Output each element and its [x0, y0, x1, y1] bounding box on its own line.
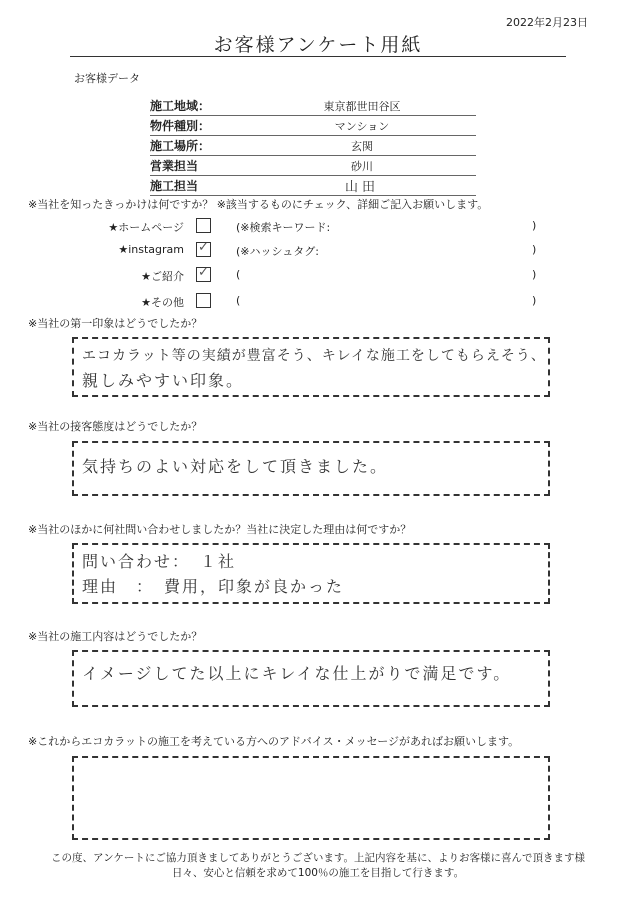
- info-key: 施工地域：: [150, 99, 211, 113]
- survey-date: 2022年2月23日: [506, 16, 588, 29]
- answer-text-line: エコカラット等の実績が豊富そう、キレイな施工をしてもらえそう、: [82, 348, 546, 364]
- answer-box-installation[interactable]: [72, 650, 550, 707]
- page-title: お客様アンケート用紙: [213, 34, 423, 56]
- question-installation: ※当社の施工内容はどうでしたか？: [28, 630, 203, 643]
- option-detail-close: ): [532, 243, 537, 256]
- option-detail: (: [236, 268, 241, 281]
- source-option-instagram: [0, 240, 636, 262]
- option-checkbox-checked[interactable]: [196, 267, 211, 282]
- info-key: 物件種別：: [150, 119, 211, 133]
- answer-text-line: 理由 ： 費用，印象が良かった: [82, 577, 345, 596]
- info-value-handwritten: 山田: [344, 180, 379, 195]
- info-row-installer: [150, 176, 476, 196]
- option-detail-close: ): [532, 294, 537, 307]
- answer-box-other-companies[interactable]: [72, 543, 550, 604]
- source-option-referral: [0, 265, 636, 287]
- check-mark-icon: ✓: [198, 240, 209, 255]
- source-option-homepage: [0, 216, 636, 238]
- question-advice: ※これからエコカラットの施工を考えている方へのアドバイス・メッセージがあればお願いします。: [28, 735, 520, 748]
- title-underline: [70, 56, 566, 57]
- option-label: ★ホームページ: [108, 221, 184, 234]
- option-detail: (※検索キーワード:: [236, 221, 331, 234]
- answer-text-line: 問い合わせ： １社: [82, 552, 237, 571]
- info-key: 営業担当: [150, 159, 199, 173]
- info-row-area: [150, 96, 476, 116]
- answer-box-advice[interactable]: [72, 756, 550, 840]
- info-key: 施工担当: [150, 179, 199, 193]
- check-mark-icon: ✓: [198, 265, 209, 280]
- option-detail-close: ): [532, 268, 537, 281]
- answer-text-line: 親しみやすい印象。: [82, 371, 245, 390]
- info-row-property-type: [150, 116, 476, 136]
- question-source: ※当社を知ったきっかけは何ですか？ ※該当するものにチェック、詳細ご記入お願いします。: [28, 198, 489, 211]
- option-label: ★instagram: [118, 243, 184, 256]
- option-checkbox[interactable]: [196, 218, 211, 233]
- info-value: 砂川: [351, 160, 373, 173]
- info-value: 東京都世田谷区: [323, 100, 401, 113]
- info-value: 玄関: [351, 140, 373, 153]
- info-value: マンション: [334, 120, 390, 133]
- footer-message-line1: この度、アンケートにご協力頂きましてありがとうございます。上記内容を基に、よりお客様に喜んで頂きます様: [50, 852, 586, 864]
- option-label: ★ご紹介: [141, 270, 184, 283]
- answer-box-customer-service[interactable]: [72, 441, 550, 496]
- option-detail: (: [236, 294, 241, 307]
- option-checkbox[interactable]: [196, 293, 211, 308]
- option-checkbox-checked[interactable]: [196, 242, 211, 257]
- source-option-other: [0, 291, 636, 313]
- answer-text-line: イメージしてた以上にキレイな仕上がりで満足です。: [82, 664, 512, 683]
- question-first-impression: ※当社の第一印象はどうでしたか？: [28, 317, 203, 330]
- question-customer-service: ※当社の接客態度はどうでしたか？: [28, 420, 203, 433]
- footer-message-line2: 日々、安心と信頼を求めて100％の施工を目指して行きます。: [171, 867, 465, 879]
- option-label: ★その他: [141, 296, 184, 309]
- customer-data-label: お客様データ: [74, 72, 140, 85]
- option-detail-close: ): [532, 219, 537, 232]
- info-row-sales-rep: [150, 156, 476, 176]
- customer-data-table: [150, 96, 476, 196]
- info-key: 施工場所：: [150, 139, 211, 153]
- answer-text-line: 気持ちのよい対応をして頂きました。: [82, 457, 389, 476]
- question-other-companies: ※当社のほかに何社問い合わせしましたか？当社に決定した理由は何ですか？: [28, 523, 412, 536]
- info-row-location: [150, 136, 476, 156]
- answer-box-first-impression[interactable]: [72, 337, 550, 397]
- option-detail: (※ハッシュタグ:: [236, 245, 319, 258]
